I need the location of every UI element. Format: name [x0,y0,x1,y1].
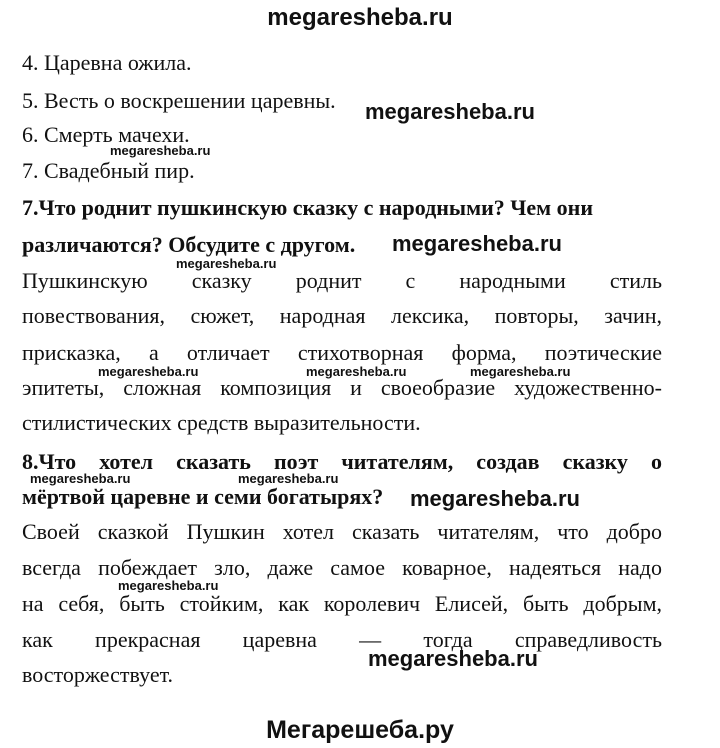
watermark: megaresheba.ru [110,143,211,158]
answer-7-text: Пушкинскую сказку роднит с народными стиль [22,268,662,293]
watermark: megaresheba.ru [392,231,562,256]
answer-7-line [22,268,662,294]
answer-8-text: на себя, быть стойким, как королевич Елисей, быть добрым, [22,591,662,616]
watermark: megaresheba.ru [98,364,199,379]
watermark: megaresheba.ru [410,486,580,511]
question-7-line-2: различаются? Обсудите с другом. [22,232,356,257]
list-item: 4. Царевна ожила. [22,50,192,75]
watermark: megaresheba.ru [118,578,219,593]
list-item: 5. Весть о воскрешении царевны. [22,88,336,113]
question-8-line-2: мёртвой царевне и семи богатырях? [22,484,384,509]
watermark: megaresheba.ru [176,256,277,271]
watermark: megaresheba.ru [238,471,339,486]
site-header: megaresheba.ru [267,4,453,31]
site-footer: Мегарешеба.ру [266,716,454,744]
answer-8-line: восторжествует. [22,662,174,687]
watermark: megaresheba.ru [470,364,571,379]
watermark: megaresheba.ru [306,364,407,379]
answer-8-text: Своей сказкой Пушкин хотел сказать читателям, что добро [22,519,662,544]
answer-8-text: всегда побеждает зло, даже самое коварное, надеяться надо [22,555,662,580]
answer-8-line [22,591,662,617]
question-8-text: 8.Что хотел сказать поэт читателям, создав сказку о [22,449,662,474]
question-7-line-1: 7.Что роднит пушкинскую сказку с народными? Чем они [22,195,594,220]
answer-8-line [22,519,662,545]
answer-7-text: эпитеты, сложная композиция и своеобразие художественно- [22,375,662,400]
list-item: 7. Свадебный пир. [22,158,195,183]
list-item: 6. Смерть мачехи. [22,122,190,147]
watermark: megaresheba.ru [368,646,538,671]
answer-7-line: стилистических средств выразительности. [22,410,421,435]
answer-7-text: повествования, сюжет, народная лексика, повторы, зачин, [22,303,662,328]
watermark: megaresheba.ru [365,99,535,124]
answer-7-text: присказка, а отличает стихотворная форма, поэтические [22,340,662,365]
answer-7-line [22,303,662,329]
answer-7-line [22,340,662,366]
watermark: megaresheba.ru [30,471,131,486]
answer-8-text: как прекрасная царевна — тогда справедливость [22,627,662,652]
answer-8-line [22,627,662,653]
